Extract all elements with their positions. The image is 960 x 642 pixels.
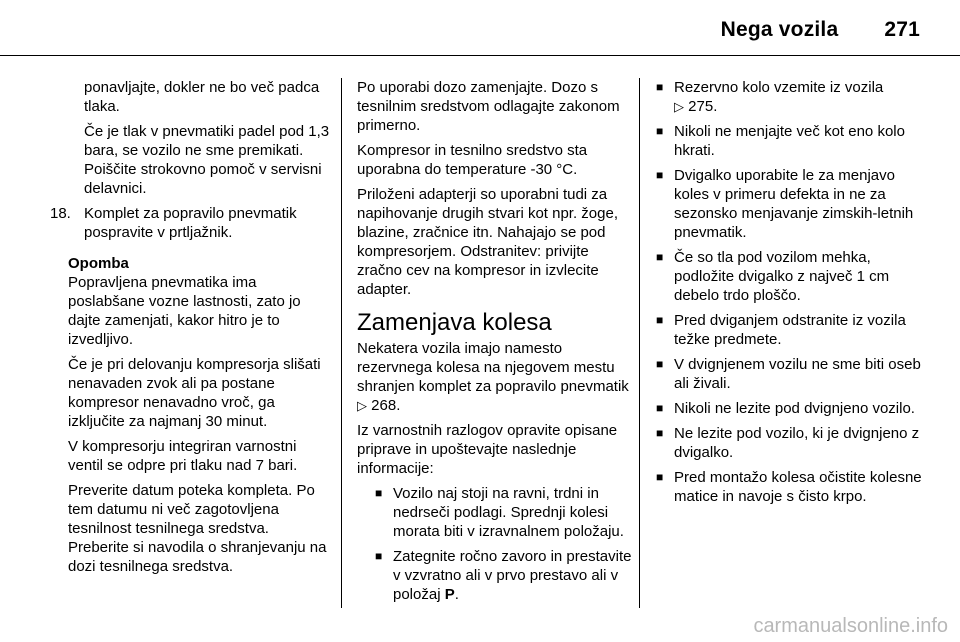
list-item-text: Nikoli ne lezite pod dvignjeno vozilo.	[674, 400, 915, 417]
note-paragraph: Če je pri delovanju kompresorja slišati nenavaden zvok ali pa postane kompresor nenavadno vroč, ga izključite za najmanj 30 minut.	[68, 356, 321, 430]
bullet-icon: ■	[375, 549, 383, 563]
column-divider-2	[639, 78, 640, 608]
list-item-text: Nikoli ne menjajte več kot eno kolo hkrati.	[674, 123, 905, 159]
page-reference-icon: ▷	[674, 99, 684, 114]
bullet-list	[652, 78, 932, 506]
note-title: Opomba	[68, 255, 129, 272]
list-item	[652, 355, 932, 393]
paragraph: Priloženi adapterji so uporabni tudi za napihovanje drugih stvari kot npr. žoge, blazine, zračnice itn. Nahajajo se pod kompresorjem. Odstranitev: privijte zračno cev na kompresor in izvlecite adapter.	[357, 186, 618, 298]
column-2	[357, 78, 635, 610]
page-reference[interactable]: 268.	[371, 397, 401, 414]
list-item	[371, 484, 635, 541]
bullet-icon: ■	[656, 426, 664, 440]
list-item-text-end: .	[454, 586, 459, 603]
bullet-list	[357, 484, 635, 604]
list-item-text: Pred montažo kolesa očistite kolesne matice in navoje s čisto krpo.	[674, 469, 922, 505]
list-item-text: Rezervno kolo vzemite iz vozila	[674, 79, 884, 96]
list-item-text: Pred dviganjem odstranite iz vozila težke predmete.	[674, 312, 906, 348]
list-item	[652, 424, 932, 462]
page-reference[interactable]: 275.	[688, 98, 718, 115]
column-divider-1	[341, 78, 342, 608]
list-item	[652, 122, 932, 160]
list-item	[652, 468, 932, 506]
bullet-icon: ■	[656, 357, 664, 371]
paragraph: Iz varnostnih razlogov opravite opisane priprave in upoštevajte naslednje informacije:	[357, 422, 618, 477]
list-item-text: Zategnite ročno zavoro in prestavite v vzvratno ali v prvo prestavo ali v položaj	[393, 548, 632, 603]
paragraph: ponavljajte, dokler ne bo več padca tlaka.	[84, 79, 320, 115]
list-item-text: Če so tla pod vozilom mehka, podložite dvigalko z največ 1 cm debelo trdo ploščo.	[674, 249, 890, 304]
section-heading: Zamenjava kolesa	[357, 309, 552, 336]
note-paragraph: V kompresorju integriran varnostni ventil se odpre pri tlaku nad 7 bari.	[68, 438, 298, 474]
page-header	[721, 18, 920, 42]
list-item-text: Ne lezite pod vozilo, ki je dvignjeno z dvigalko.	[674, 425, 920, 461]
paragraph	[357, 339, 635, 415]
bullet-icon: ■	[656, 470, 664, 484]
list-item	[371, 547, 635, 604]
paragraph: Kompresor in tesnilno sredstvo sta uporabna do temperature -30 °C.	[357, 142, 588, 178]
list-item-text: Dvigalko uporabite le za menjavo koles v primeru defekta in ne za sezonsko menjavanje zimskih-letnih pnevmatik.	[674, 167, 914, 241]
list-item	[652, 248, 932, 305]
bullet-icon: ■	[656, 401, 664, 415]
bullet-icon: ■	[375, 486, 383, 500]
bullet-icon: ■	[656, 124, 664, 138]
header-rule	[0, 55, 960, 56]
step-text: Komplet za popravilo pnevmatik pospravite v prtljažnik.	[84, 205, 297, 241]
note-paragraph: Popravljena pnevmatika ima poslabšane vozne lastnosti, zato jo dajte zamenjati, kakor hitro je to izvedljivo.	[68, 274, 301, 348]
bullet-icon: ■	[656, 250, 664, 264]
bullet-icon: ■	[656, 313, 664, 327]
list-item-text: V dvignjenem vozilu ne sme biti oseb ali živali.	[674, 356, 921, 392]
column-3	[652, 78, 932, 512]
bullet-icon: ■	[656, 168, 664, 182]
paragraph-text: Nekatera vozila imajo namesto rezervnega kolesa na njegovem mestu shranjen komplet za popravilo pnevmatik	[357, 340, 629, 395]
section-title: Nega vozila	[720, 18, 839, 41]
numbered-step-18	[50, 204, 332, 242]
bullet-icon: ■	[656, 80, 664, 94]
watermark: carmanualsonline.info	[753, 615, 948, 637]
gear-position-p: P	[444, 586, 455, 603]
list-item	[652, 166, 932, 242]
paragraph: Če je tlak v pnevmatiki padel pod 1,3 bara, se vozilo ne sme premikati. Poiščite strokovno pomoč v servisni delavnici.	[84, 123, 330, 197]
paragraph: Po uporabi dozo zamenjajte. Dozo s tesnilnim sredstvom odlagajte zakonom primerno.	[357, 79, 620, 134]
column-1	[50, 78, 332, 582]
list-item	[652, 399, 932, 418]
note-paragraph: Preverite datum poteka kompleta. Po tem datumu ni več zagotovljena tesnilnost tesnilnega sredstva. Preberite si navodila o shranjevanju na dozi tesnilnega sredstva.	[68, 482, 327, 575]
list-item	[652, 311, 932, 349]
page-reference-icon: ▷	[357, 398, 367, 413]
list-item	[652, 78, 932, 116]
list-item-text: Vozilo naj stoji na ravni, trdni in nedrseči podlagi. Sprednji kolesi morata biti v izravnalnem položaju.	[393, 485, 624, 540]
page-number: 271	[884, 18, 920, 41]
step-number: 18.	[50, 205, 71, 222]
